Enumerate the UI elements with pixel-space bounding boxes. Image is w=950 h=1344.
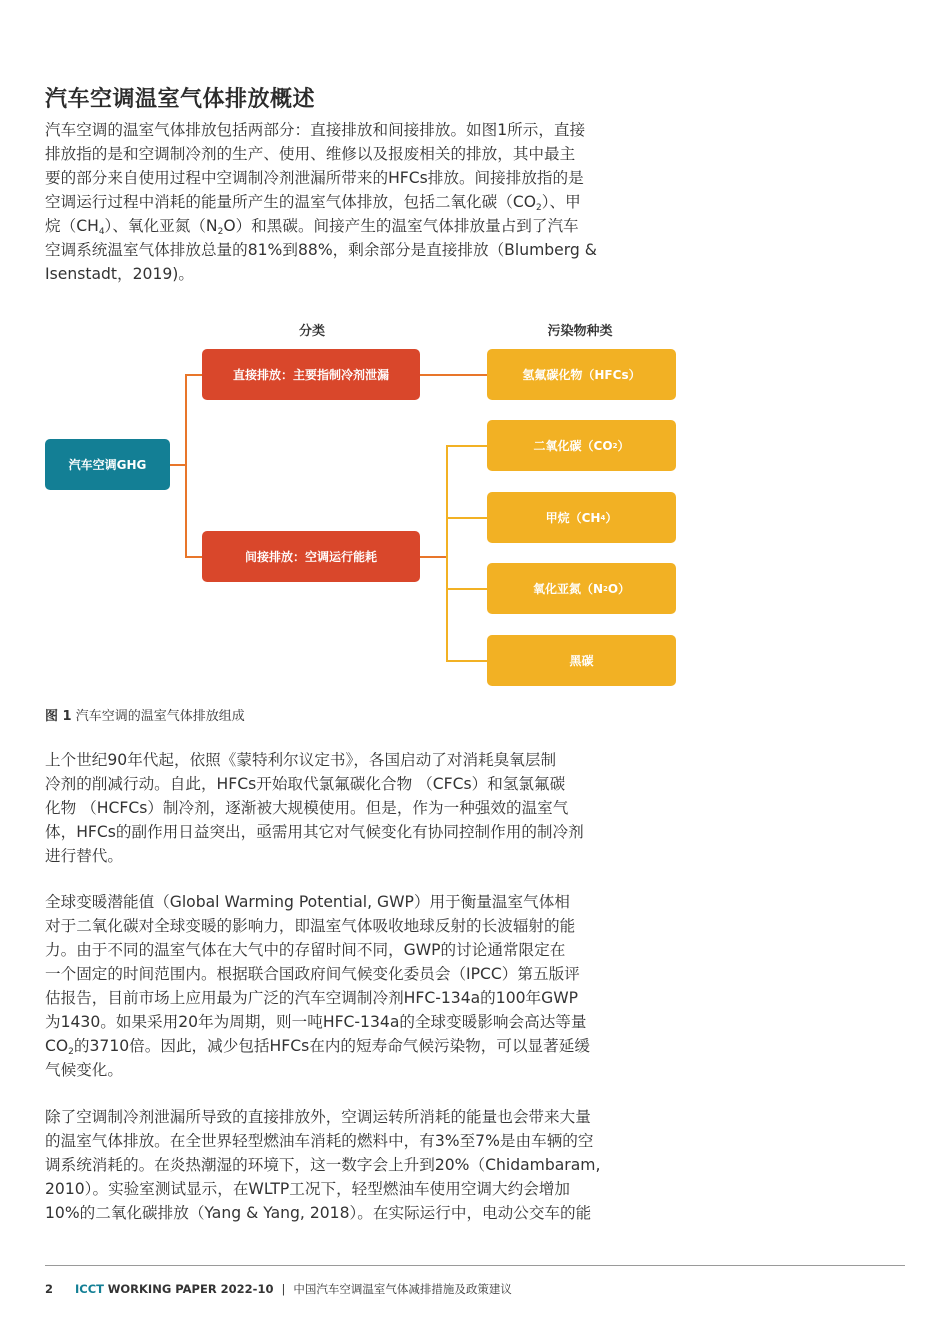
text-line: 全球变暖潜能值（Global Warming Potential, GWP）用于衡量温室气体相 <box>45 893 570 911</box>
root-node-ac-ghg: 汽车空调GHG <box>45 439 170 490</box>
footer-separator: | <box>281 1282 286 1296</box>
text-line: 的温室气体排放。在全世界轻型燃油车消耗的燃料中，有3%至7%是由车辆的空 <box>45 1132 594 1150</box>
connector <box>446 588 487 590</box>
text-line: 除了空调制冷剂泄漏所导致的直接排放外，空调运转所消耗的能量也会带来大量 <box>45 1108 591 1126</box>
text-line: 要的部分来自使用过程中空调制冷剂泄漏所带来的HFCs排放。间接排放指的是 <box>45 169 584 187</box>
node-black-carbon: 黑碳 <box>487 635 676 686</box>
connector <box>446 445 448 661</box>
text-line: 汽车空调的温室气体排放包括两部分：直接排放和间接排放。如图1所示，直接 <box>45 121 586 139</box>
column-header-category: 分类 <box>298 324 325 339</box>
text-line: 估报告，目前市场上应用最为广泛的汽车空调制冷剂HFC-134a的100年GWP <box>45 989 579 1007</box>
text-line: 烷$(CH_4)$、氧化亚氮$(N_2O)$和黑碳。间接产生的温室气体排放量占到了汽车 <box>45 217 579 237</box>
text-line: 力。由于不同的温室气体在大气中的存留时间不同，GWP的讨论通常限定在 <box>45 941 566 959</box>
text-line: Isenstadt，2019)。 <box>45 265 194 283</box>
text-line: 为1430。如果采用20年为周期，则一吨HFC-134a的全球变暖影响会高达等量 <box>45 1013 587 1031</box>
connector <box>420 556 447 558</box>
text-line: 对于二氧化碳对全球变暖的影响力，即温室气体吸收地球反射的长波辐射的能 <box>45 917 576 935</box>
connector <box>420 374 487 376</box>
node-n2o: 氧化亚氮（N 2 O） <box>487 563 676 614</box>
figure-caption: 图 1 汽车空调的温室气体排放组成 <box>45 709 245 724</box>
text-line: 进行替代。 <box>45 847 123 865</box>
text-line: 冷剂的削减行动。自此，HFCs开始取代氯氟碳化合物 （CFCs）和氢氯氟碳 <box>45 775 566 793</box>
text-line: 体，HFCs的副作用日益突出，亟需用其它对气候变化有协同控制作用的制冷剂 <box>45 823 584 841</box>
connector <box>446 660 487 662</box>
section-heading: 汽车空调温室气体排放概述 <box>45 87 316 112</box>
paragraph-intro <box>45 118 675 286</box>
paragraph-montreal <box>45 748 675 868</box>
text-line: 气候变化。 <box>45 1061 123 1079</box>
text-line: 化物 （HCFCs）制冷剂，逐渐被大规模使用。但是，作为一种强效的温室气 <box>45 799 569 817</box>
footer-org: ICCT <box>75 1282 105 1296</box>
node-co2: 二氧化碳（CO 2 ） <box>487 420 676 471</box>
connector <box>185 556 202 558</box>
text-line: 空调系统温室气体排放总量的81%到88%，剩余部分是直接排放（Blumberg & <box>45 241 597 259</box>
paragraph-gwp <box>45 890 675 1082</box>
node-hfcs: 氢氟碳化物（HFCs） <box>487 349 676 400</box>
text-line: 10%的二氧化碳排放（Yang & Yang, 2018）。在实际运行中，电动公交车的能 <box>45 1204 592 1222</box>
text-line: 空调运行过程中消耗的能量所产生的温室气体排放，包括二氧化碳$(CO_2)$、甲 <box>45 193 581 213</box>
node-indirect-emissions: 间接排放：空调运行能耗 <box>202 531 420 582</box>
connector <box>185 374 187 557</box>
connector <box>185 374 202 376</box>
connector <box>446 517 487 519</box>
connector <box>446 445 487 447</box>
text-line: 调系统消耗的。在炎热潮湿的环境下，这一数字会上升到20%（Chidambaram, <box>45 1156 601 1174</box>
footer-divider <box>45 1265 905 1266</box>
text-line: 2010）。实验室测试显示，在WLTP工况下，轻型燃油车使用空调大约会增加 <box>45 1180 570 1198</box>
page-footer <box>45 1281 512 1297</box>
node-ch4: 甲烷（CH 4 ） <box>487 492 676 543</box>
column-header-pollutant: 污染物种类 <box>547 324 613 339</box>
text-line: $CO_2$的3710倍。因此，减少包括HFCs在内的短寿命气候污染物，可以显著延缓 <box>45 1037 590 1057</box>
node-direct-emissions: 直接排放：主要指制冷剂泄漏 <box>202 349 420 400</box>
paragraph-energy <box>45 1105 675 1225</box>
text-line: 一个固定的时间范围内。根据联合国政府间气候变化委员会（IPCC）第五版评 <box>45 965 580 983</box>
text-line: 排放指的是和空调制冷剂的生产、使用、维修以及报废相关的排放，其中最主 <box>45 145 576 163</box>
footer-series: WORKING PAPER 2022-10 <box>107 1282 274 1296</box>
text-line: 上个世纪90年代起，依照《蒙特利尔议定书》，各国启动了对消耗臭氧层制 <box>45 751 557 769</box>
footer-title: 中国汽车空调温室气体减排措施及政策建议 <box>293 1282 512 1296</box>
page-number: 2 <box>45 1282 54 1296</box>
connector <box>170 464 186 466</box>
